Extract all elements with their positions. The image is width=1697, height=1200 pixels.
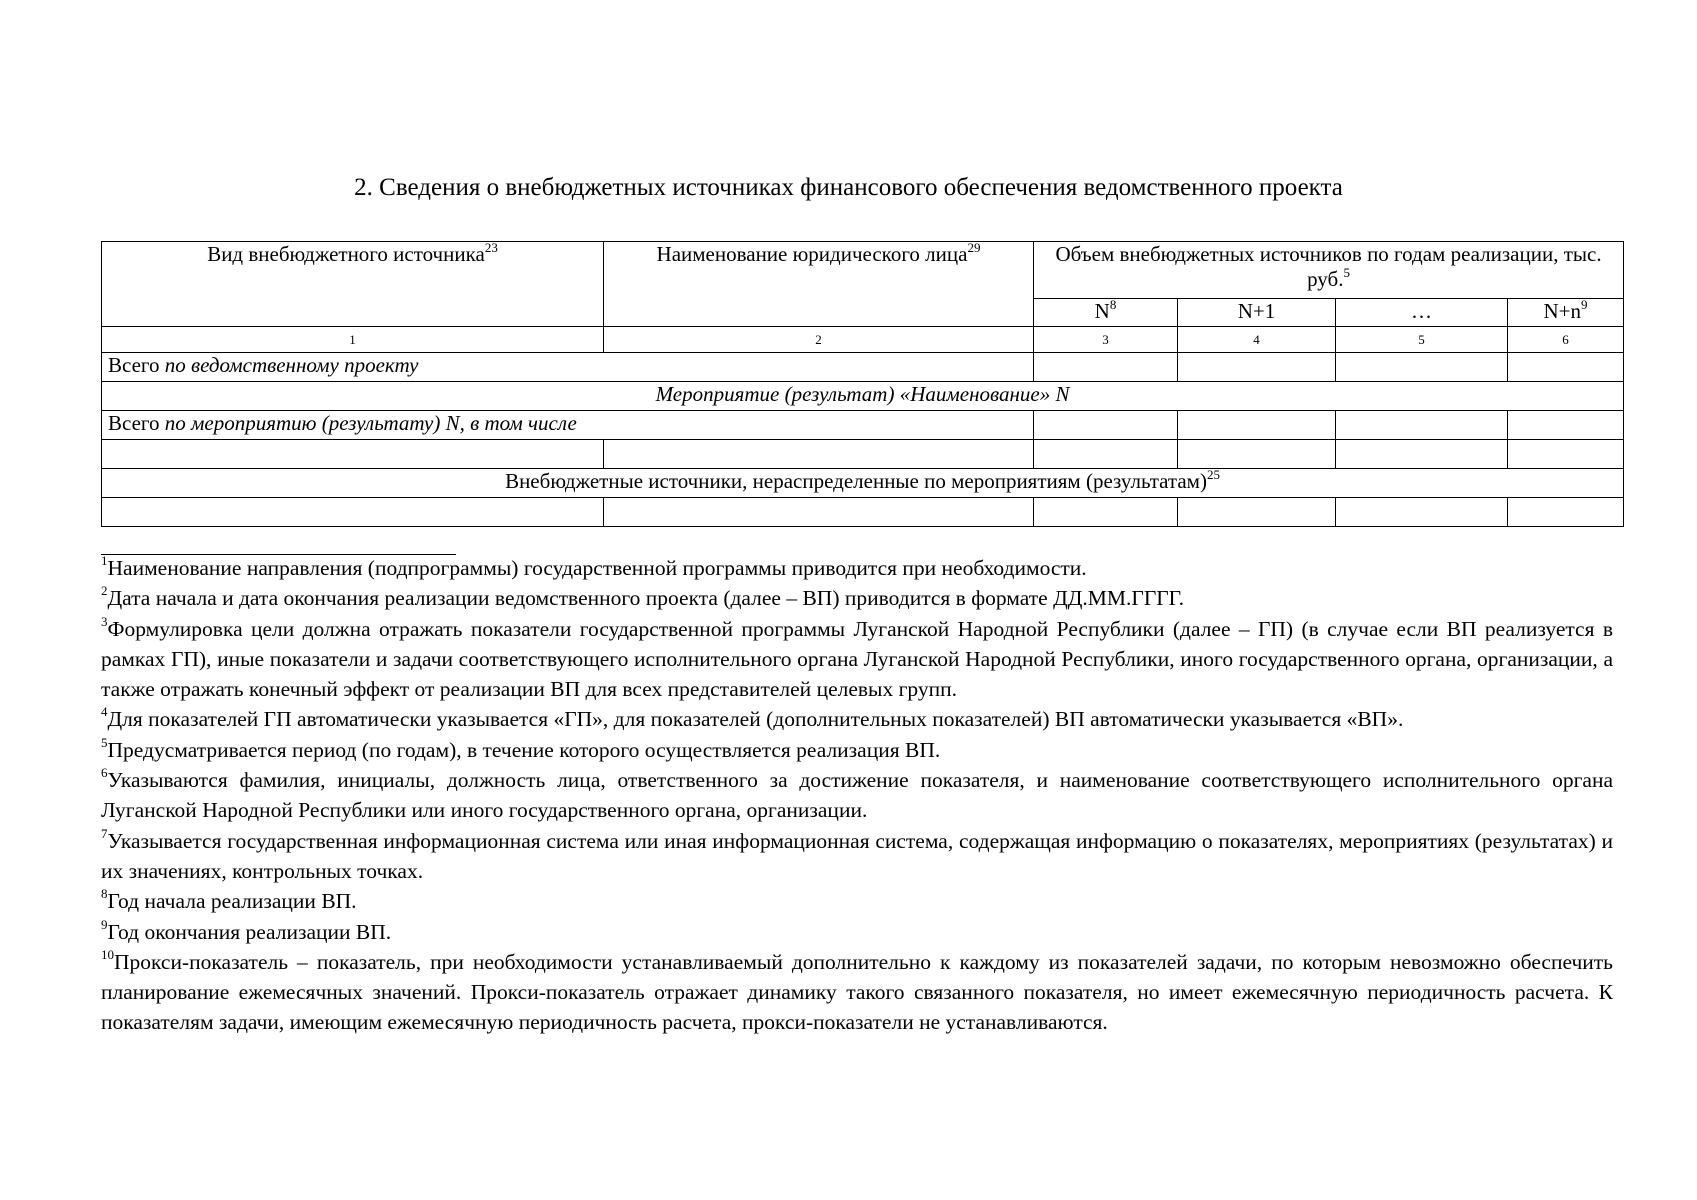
table-row-total-project <box>102 353 1624 382</box>
table-cell <box>1508 353 1624 382</box>
event-label: Мероприятие (результат) «Наименование» N <box>102 382 1624 411</box>
footnote-ref: 9 <box>1581 297 1588 312</box>
footnote-number: 3 <box>101 613 108 629</box>
footnote <box>101 947 1613 1038</box>
footnote <box>101 765 1613 826</box>
header-year-ellipsis: … <box>1336 299 1508 327</box>
column-number: 6 <box>1508 327 1624 353</box>
table-cell <box>604 440 1034 469</box>
footnote-text: Прокси-показатель – показатель, при необходимости устанавливаемый дополнительно к каждому из показателей задачи, по которым невозможно обеспечить планирование ежемесячных значений. Прокси-показатель отражает динамику такого связанного показателя, но имеет ежемесячную периодичность расчета. К показателям задачи, имеющим ежемесячную периодичность расчета, прокси-показатели не устанавливаются. <box>101 949 1613 1035</box>
footnote-text: Для показателей ГП автоматически указывается «ГП», для показателей (дополнительных показателей) ВП автоматически указывается «ВП». <box>107 707 1404 732</box>
header-year-nn: $N+n^9$ <box>1508 299 1624 327</box>
column-number: 3 <box>1034 327 1178 353</box>
table-row-empty <box>102 498 1624 527</box>
table-row-undistributed <box>102 469 1624 498</box>
table-row-total-event <box>102 411 1624 440</box>
column-number: 1 <box>102 327 604 353</box>
footnote-number: 6 <box>101 765 108 781</box>
footnote-number: 1 <box>101 553 108 568</box>
table-cell <box>1508 498 1624 527</box>
footnote-text: Год начала реализации ВП. <box>107 889 357 914</box>
table-cell <box>1178 411 1336 440</box>
footnote-text: Год окончания реализации ВП. <box>107 919 392 944</box>
table-cell <box>1508 440 1624 469</box>
header-legal-entity: Наименование юридического лица$^{29}$ <box>604 242 1034 327</box>
footnote-number: 2 <box>101 583 108 599</box>
footnote-number: 8 <box>101 886 108 902</box>
footnotes <box>101 553 1613 1038</box>
table-cell <box>102 498 604 527</box>
table-cell <box>1034 353 1178 382</box>
footnote-text: Указываются фамилия, инициалы, должность лица, ответственного за достижение показателя, и наименование соответствующего исполнительного органа Луганской Народной Республики или иного государственного органа, организации. <box>101 768 1613 823</box>
section-title: 2. Сведения о внебюджетных источниках финансового обеспечения ведомственного проекта <box>354 174 1343 201</box>
footnote <box>101 553 1613 583</box>
column-number: 5 <box>1336 327 1508 353</box>
footnote-text: Предусматривается период (по годам), в течение которого осуществляется реализация ВП. <box>107 737 941 762</box>
footnote-text: Наименование направления (подпрограммы) государственной программы приводится при необходимости. <box>107 556 1087 580</box>
table-cell <box>1336 353 1508 382</box>
footnote-ref: 5 <box>1343 265 1350 280</box>
footnote-ref: 29 <box>967 240 981 255</box>
footnote-text: Формулировка цели должна отражать показатели государственной программы Луганской Народной Республики (далее – ГП) (в случае если ВП реализуется в рамках ГП), иные показатели и задачи соответствующего исполнительного органа Луганской Народной Республики, иного государственного органа, организации, а также отражать конечный эффект от реализации ВП для всех представителей целевых групп. <box>101 616 1613 702</box>
footnote-text: Указывается государственная информационная система или иная информационная система, содержащая информацию о показателях, мероприятиях (результатах) и их значениях, контрольных точках. <box>101 828 1613 883</box>
footnote-number: 10 <box>101 946 114 962</box>
footnote-number: 4 <box>101 704 108 720</box>
total-project-label: Всего по ведомственному проекту <box>102 353 1034 382</box>
undistributed-label: Внебюджетные источники, нераспределенные по мероприятиям (результатам)$^{25}$ <box>102 469 1624 498</box>
table-row-event <box>102 382 1624 411</box>
footnote-number: 9 <box>101 916 108 932</box>
table-cell <box>1178 353 1336 382</box>
table-cell <box>1034 440 1178 469</box>
header-source-type: Вид внебюджетного источника$^{23}$ <box>102 242 604 327</box>
table-header-row <box>102 242 1624 299</box>
column-number: 2 <box>604 327 1034 353</box>
column-numbers-row <box>102 327 1624 353</box>
table-cell <box>1178 440 1336 469</box>
footnote <box>101 583 1613 613</box>
footnote-text: Дата начала и дата окончания реализации ведомственного проекта (далее – ВП) приводится в формате ДД.ММ.ГГГГ. <box>107 586 1185 611</box>
table-cell <box>1336 440 1508 469</box>
footnote-ref: 23 <box>484 240 498 255</box>
header-volume: Объем внебюджетных источников по годам реализации, тыс. руб.$^5$ <box>1034 242 1624 299</box>
table-cell <box>1336 411 1508 440</box>
footnote <box>101 826 1613 887</box>
footnote-ref: 8 <box>1109 297 1117 312</box>
table-cell <box>1336 498 1508 527</box>
footnote-number: 7 <box>101 825 108 841</box>
footnote <box>101 704 1613 734</box>
table-cell <box>1034 498 1178 527</box>
column-number: 4 <box>1178 327 1336 353</box>
total-event-label: Всего по мероприятию (результату) N, в том числе <box>102 411 1034 440</box>
header-year-n1: N+1 <box>1178 299 1336 327</box>
footnote <box>101 735 1613 765</box>
footnote <box>101 917 1613 947</box>
footnote <box>101 614 1613 705</box>
table-cell <box>1508 411 1624 440</box>
table-cell <box>1178 498 1336 527</box>
header-year-n: $N^8$ <box>1034 299 1178 327</box>
footnote <box>101 886 1613 916</box>
footnote-ref: 25 <box>1206 467 1220 482</box>
extrabudgetary-sources-table <box>101 241 1624 527</box>
table-row-empty <box>102 440 1624 469</box>
footnote-number: 5 <box>101 734 108 750</box>
table-cell <box>102 440 604 469</box>
table-cell <box>1034 411 1178 440</box>
table-cell <box>604 498 1034 527</box>
